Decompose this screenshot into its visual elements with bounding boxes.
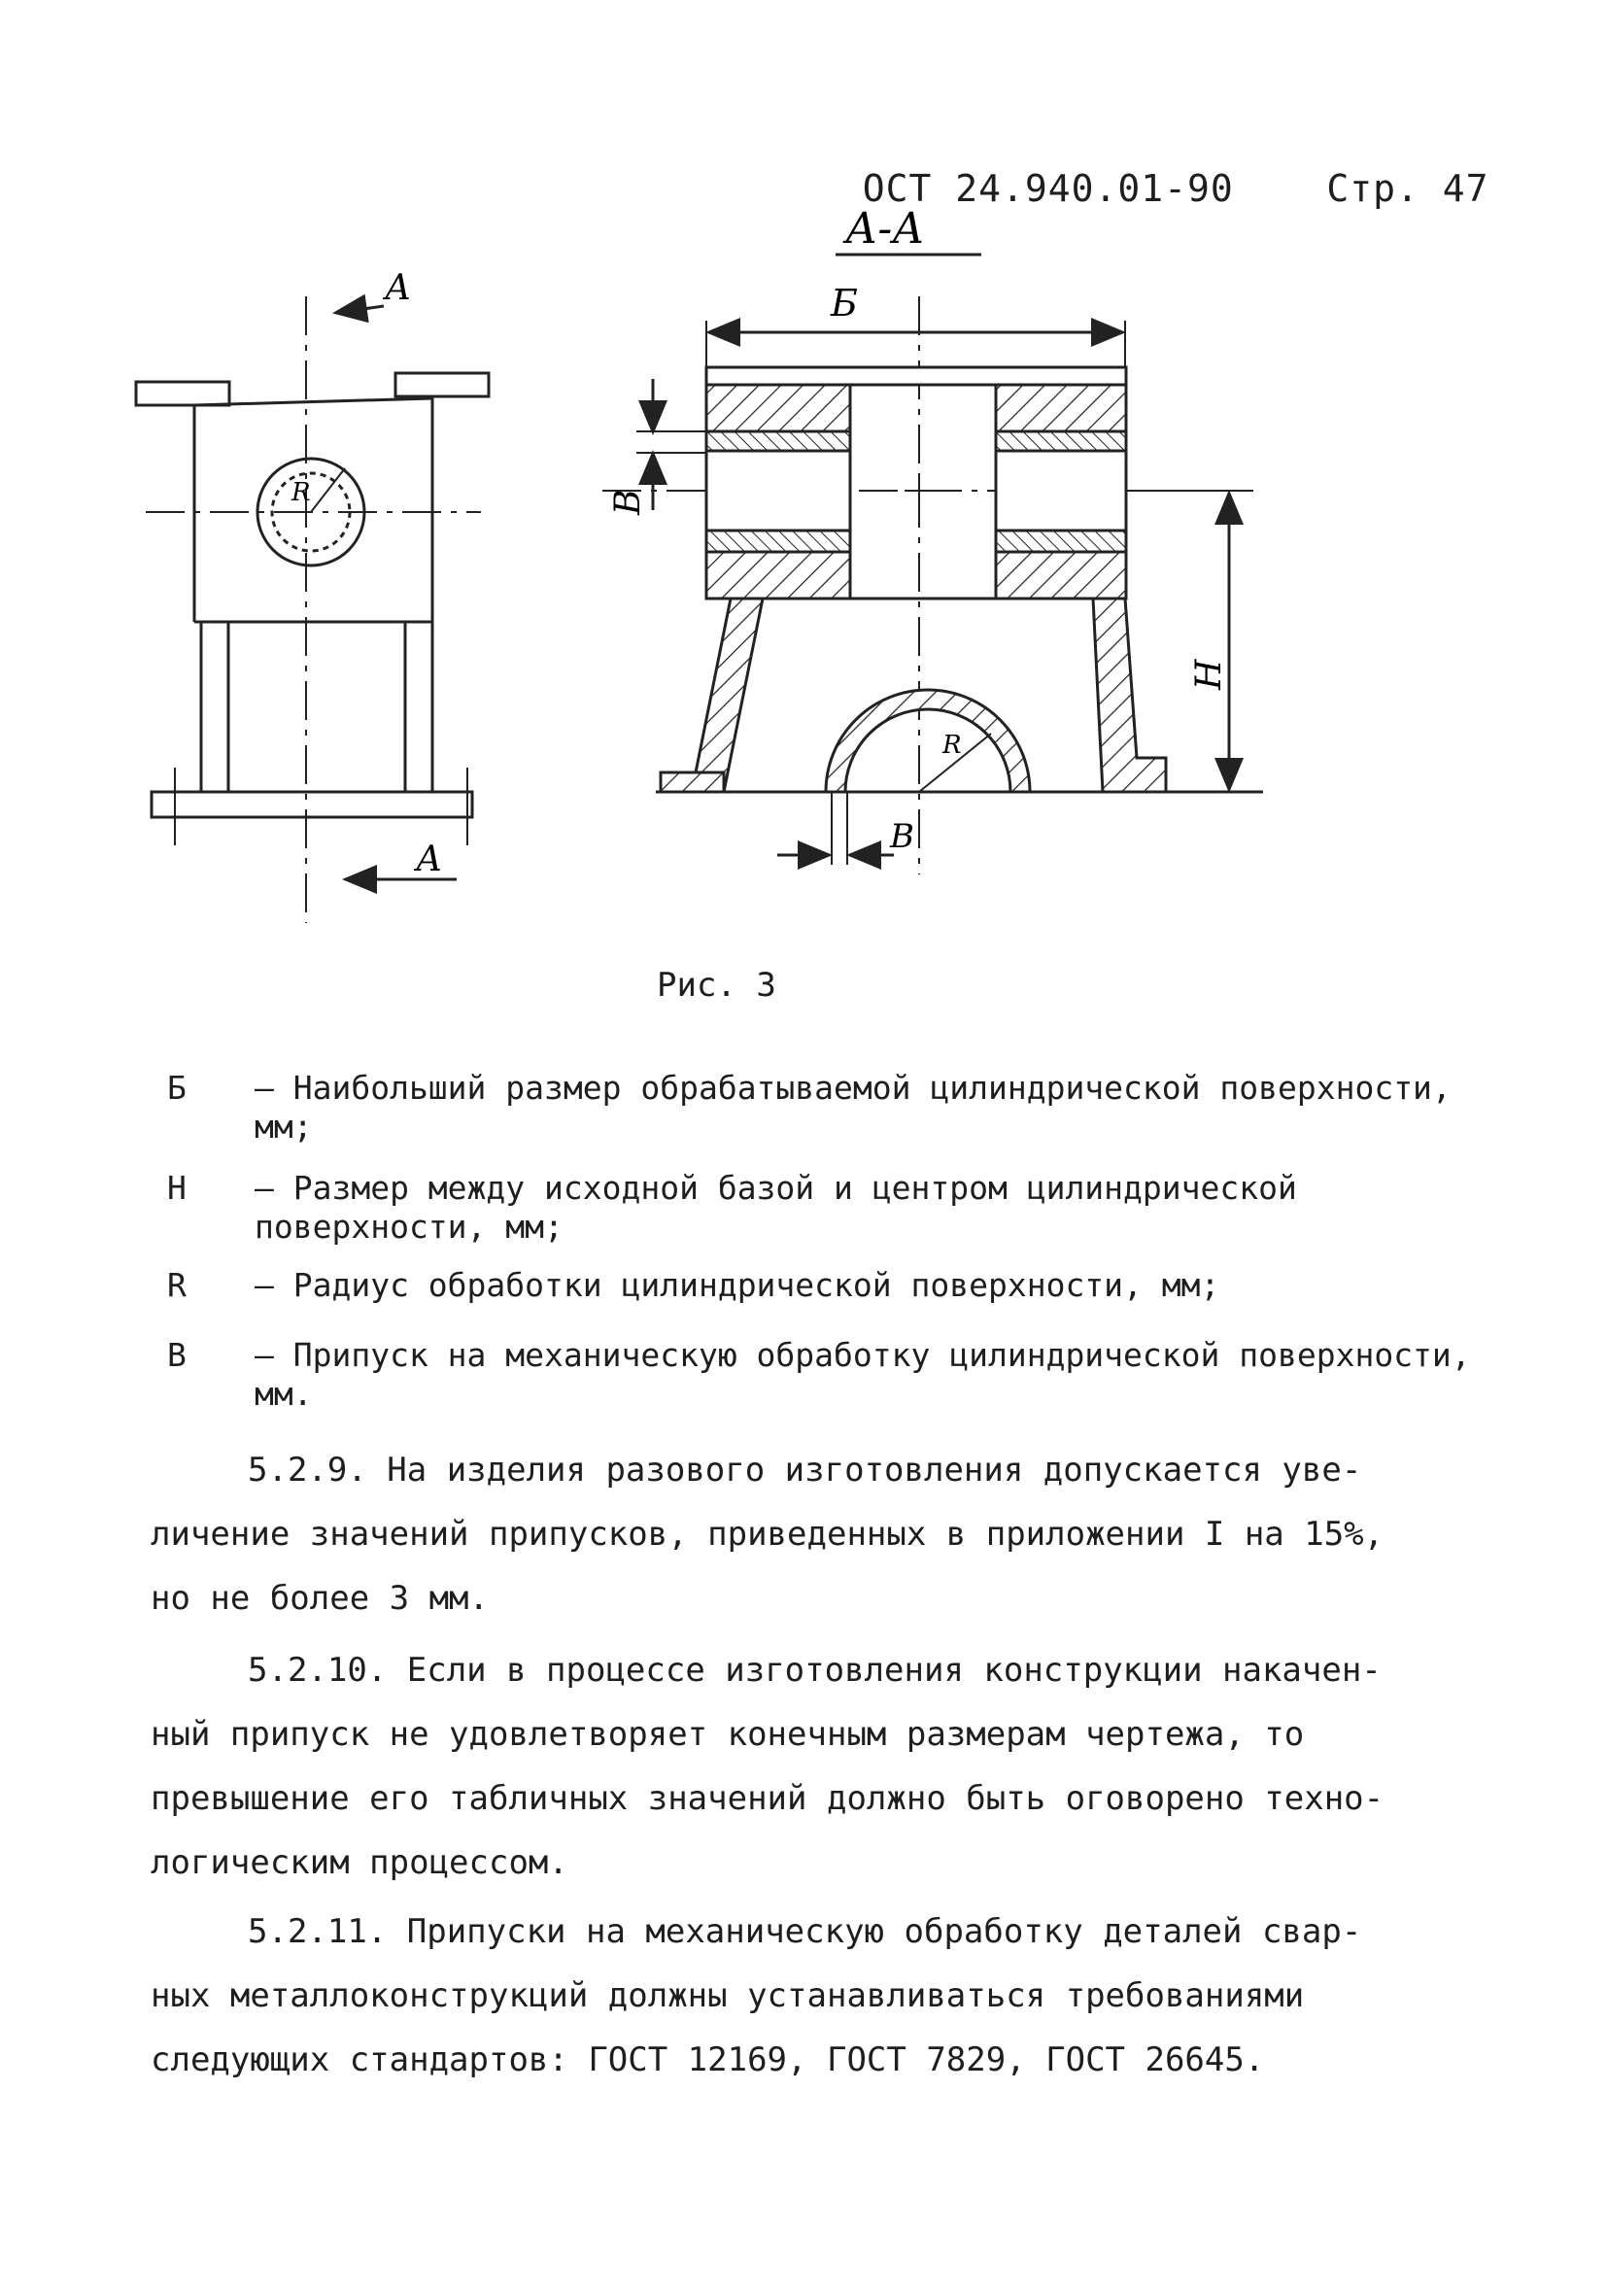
- radius-label-left: R: [291, 478, 311, 507]
- paragraph-5-2-10: [151, 1638, 1443, 1895]
- paragraph-line: ный припуск не удовлетворяет конечным размерам чертежа, то: [151, 1715, 1305, 1754]
- figure-caption: Рис. 3: [657, 966, 776, 1005]
- radius-label-right: R: [942, 731, 962, 760]
- legend-symbol: R: [167, 1266, 187, 1304]
- legend-text: – Припуск на механическую обработку цилиндрической поверхности, мм.: [255, 1336, 1471, 1413]
- paragraph-line: 5.2.11. Припуски на механическую обработку деталей свар-: [248, 1912, 1362, 1951]
- dimension-label-h: Н: [1189, 659, 1229, 690]
- paragraph-line: 5.2.9. На изделия разового изготовления допускается уве-: [248, 1451, 1362, 1490]
- section-title: А-А: [845, 204, 925, 254]
- legend-item: [167, 1266, 1488, 1309]
- dimension-label-b-top: Б: [831, 282, 858, 325]
- legend-item: [167, 1069, 1488, 1147]
- legend-symbol: Б: [167, 1069, 187, 1107]
- paragraph-5-2-9: [151, 1438, 1443, 1630]
- page-number: Стр. 47: [1326, 167, 1489, 210]
- technical-drawing: [0, 0, 1607, 972]
- legend-text: – Наибольший размер обрабатываемой цилиндрической поверхности, мм;: [255, 1069, 1452, 1146]
- dimension-label-v-bottom: В: [890, 817, 914, 856]
- paragraph-line: превышение его табличных значений должно быть оговорено техно-: [151, 1779, 1385, 1818]
- dimension-label-v-left: В: [608, 489, 648, 515]
- front-view: [136, 296, 489, 923]
- paragraph-5-2-11: [151, 1900, 1443, 2092]
- paragraph-line: ных металлоконструкций должны устанавливаться требованиями: [151, 1976, 1305, 2015]
- paragraph-line: следующих стандартов: ГОСТ 12169, ГОСТ 7829, ГОСТ 26645.: [151, 2040, 1265, 2079]
- legend-text: – Размер между исходной базой и центром цилиндрической поверхности, мм;: [255, 1169, 1297, 1246]
- document-number: ОСТ 24.940.01-90: [862, 167, 1234, 210]
- section-arrow-label-bottom: А: [416, 840, 443, 879]
- paragraph-line: 5.2.10. Если в процессе изготовления конструкции накачен-: [248, 1651, 1382, 1690]
- legend-text: – Радиус обработки цилиндрической поверхности, мм;: [255, 1266, 1220, 1304]
- paragraph-line: логическим процессом.: [151, 1843, 568, 1882]
- legend-item: [167, 1169, 1488, 1247]
- paragraph-line: но не более 3 мм.: [151, 1579, 489, 1618]
- section-view: [602, 296, 1263, 874]
- paragraph-line: личение значений припусков, приведенных в приложении I на 15%,: [151, 1515, 1385, 1554]
- legend-symbol: Н: [167, 1169, 187, 1207]
- section-arrow-label-top: А: [385, 268, 412, 308]
- legend-item: [167, 1336, 1488, 1414]
- legend-symbol: В: [167, 1336, 187, 1374]
